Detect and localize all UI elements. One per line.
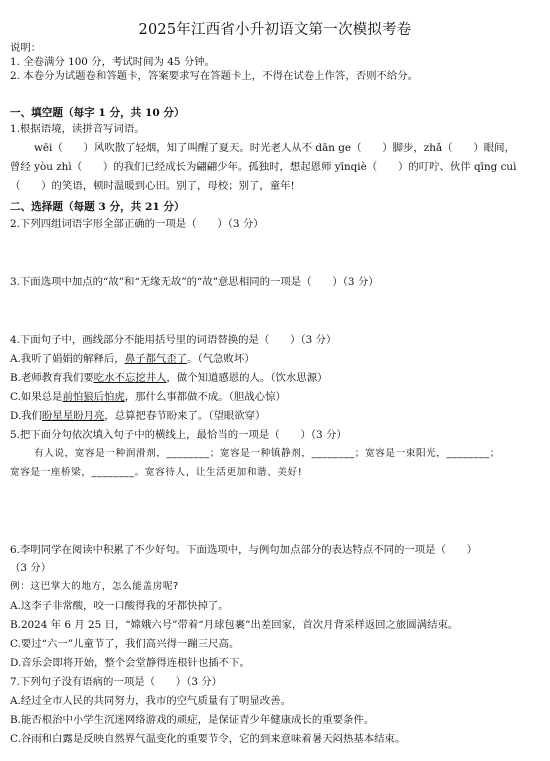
q1-paragraph-line: wēi（ ）风吹散了轻烟，知了叫醒了夏天。时光老人从不 dān ge（ ）脚步，zhǎ（ ）眼间，: [34, 142, 515, 154]
q4-option-d: [10, 409, 542, 423]
q6-option-a: A.这李子非常酸，咬一口酸得我的牙都快掉了。: [10, 600, 229, 612]
section-2-heading: 二、选择题（每题 3 分，共 21 分）: [10, 201, 185, 213]
notes-label: 说明：: [10, 42, 42, 54]
note-1: 1. 全卷满分 100 分，考试时间为 45 分钟。: [10, 56, 215, 68]
q5-passage-line: 有人说，宽容是一种润滑剂，________；宽容是一种镇静剂，________；宽容是一束阳光，________；: [34, 448, 500, 459]
option-text: A.我听了娟娟的解释后，: [10, 353, 125, 365]
option-text: 。（气急败坏）: [187, 353, 255, 365]
q6-option-d: D.音乐会即将开始，整个会堂静得连根针也插不下。: [10, 657, 250, 669]
option-text: B.老师教育我们要: [10, 372, 94, 384]
option-text: ，做个知道感恩的人。（饮水思源）: [166, 372, 328, 384]
underlined-phrase: 鼻子都气歪了: [124, 353, 188, 365]
page-title: 2025年江西省小升初语文第一次模拟考卷: [138, 22, 412, 38]
option-text: D.我们: [10, 410, 43, 422]
q6-score: （3 分）: [10, 562, 52, 574]
q7-option-b: B.能否根治中小学生沉迷网络游戏的顽症，是保证青少年健康成长的重要条件。: [10, 714, 375, 726]
q1-paragraph-line: 曾经 yòu zhì（ ）的我们已经成长为翩翩少年。孤独时，想起恩师 yīnqiè（ ）的叮咛、伙伴 qīng cuì: [10, 161, 517, 173]
section-1-heading: 一、填空题（每字 1 分，共 10 分）: [10, 107, 185, 119]
q4-stem: 4.下面句子中，画线部分不能用括号里的词语替换的是（ ）（3 分）: [10, 334, 337, 346]
note-2: 2. 本卷分为试题卷和答题卡，答案要求写在答题卡上，不得在试卷上作答，否则不给分。: [10, 70, 419, 82]
q5-stem: 5.把下面分句依次填入句子中的横线上，最恰当的一项是（ ）（3 分）: [10, 429, 347, 441]
q4-option-b: [10, 371, 542, 385]
q2-stem: 2.下列四组词语字形全部正确的一项是（ ）（3 分）: [10, 218, 264, 230]
q4-option-a: [10, 352, 542, 366]
q7-stem: 7.下列句子没有语病的一项是（ ）（3 分）: [10, 676, 223, 688]
q6-stem: 6.李明同学在阅读中积累了不少好句。下面选项中，与例句加点部分的表达特点不同的一项是（ ）: [10, 544, 478, 556]
underlined-phrase: 前怕狼后怕虎: [62, 391, 125, 403]
q6-example: 例：这巴掌大的地方，怎么能盖房呢?: [10, 581, 179, 592]
underlined-phrase: 吃水不忘挖井人: [93, 372, 167, 384]
q7-option-c: C.谷雨和白露是反映自然界气温变化的重要节令，它的到来意味着暑天闷热基本结束。: [10, 733, 406, 745]
q1-paragraph-line: （ ）的笑语，顿时温暖到心田。别了，母校；别了，童年!: [10, 180, 295, 192]
q4-option-c: [10, 390, 542, 404]
q3-stem: 3.下面选项中加点的“故”和“无缘无故”的“故”意思相同的一项是（ ）（3 分）: [10, 276, 379, 288]
q6-option-b: B.2024 年 6 月 25 日，“嫦娥六号”带着“月球包裹”出差回家，首次月背采样返回之旅圆满结束。: [10, 619, 459, 631]
q5-passage-line: 宽容是一座桥梁，________。宽容待人，让生活更加和谐、美好!: [10, 467, 303, 478]
underlined-phrase: 盼星星盼月亮: [42, 410, 105, 422]
option-text: ，总算把春节盼来了。（望眼欲穿）: [104, 410, 266, 422]
q1-stem: 1.根据语境，读拼音写词语。: [10, 123, 145, 135]
q7-option-a: A.经过全市人民的共同努力，我市的空气质量有了明显改善。: [10, 695, 291, 707]
option-text: C.如果总是: [10, 391, 63, 403]
q6-option-c: C.要过“六一”儿童节了，我们高兴得一蹦三尺高。: [10, 638, 240, 650]
option-text: ，那什么事都做不成。（胆战心惊）: [124, 391, 286, 403]
